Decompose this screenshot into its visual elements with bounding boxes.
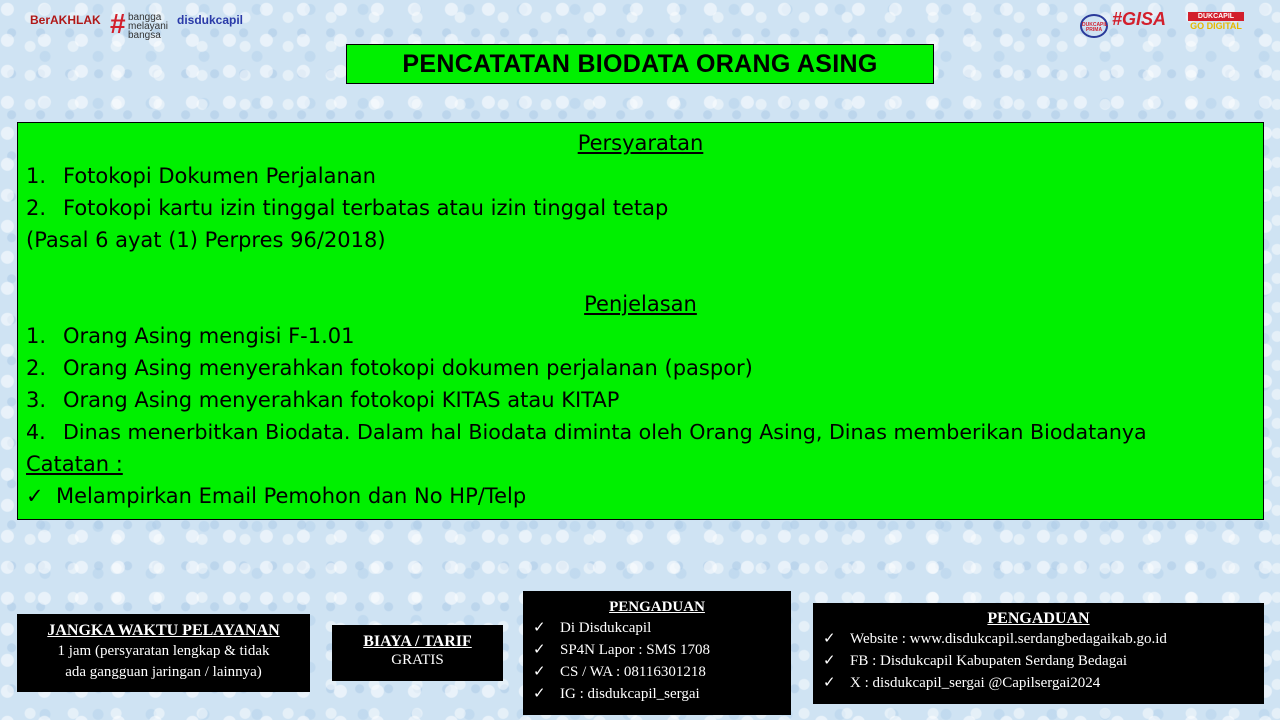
- item-text: Dinas menerbitkan Biodata. Dalam hal Biodata diminta oleh Orang Asing, Dinas memberikan Biodatanya: [63, 420, 1147, 444]
- pengaduan-item: [523, 661, 791, 683]
- check-icon: ✓: [823, 653, 836, 669]
- item-number: 1.: [26, 324, 47, 348]
- info-panel: [17, 122, 1264, 520]
- jangka-waktu-heading: JANGKA WAKTU PELAYANAN: [47, 622, 280, 639]
- pengaduan-item: [813, 650, 1264, 672]
- item-number: 2.: [26, 356, 47, 380]
- pengaduan-item-text: Di Disdukcapil: [560, 620, 652, 636]
- item-text: Orang Asing mengisi F-1.01: [63, 324, 355, 348]
- penjelasan-item: [26, 324, 355, 348]
- berakhlak-logo-subtext: [30, 28, 108, 32]
- check-icon: ✓: [823, 631, 836, 647]
- biaya-heading: BIAYA / TARIF: [363, 633, 472, 650]
- pengaduan-box-1: [523, 591, 791, 715]
- item-text: Orang Asing menyerahkan fotokopi dokumen perjalanan (paspor): [63, 356, 753, 380]
- facebook-text: FB : Disdukcapil Kabupaten Serdang Bedagai: [850, 653, 1128, 669]
- pengaduan-heading: PENGADUAN: [609, 599, 705, 615]
- item-text: Fotokopi kartu izin tinggal terbatas atau izin tinggal tetap: [63, 196, 669, 220]
- check-icon: ✓: [533, 664, 546, 680]
- bangga-hash-icon: #: [110, 8, 126, 39]
- disdukcapil-logo: [177, 14, 269, 36]
- pengaduan-item: [523, 639, 791, 661]
- pengaduan-item: [813, 672, 1264, 694]
- check-icon: ✓: [533, 642, 546, 658]
- website-text: Website : www.disdukcapil.serdangbedagaikab.go.id: [850, 631, 1167, 647]
- jangka-waktu-line: ada gangguan jaringan / lainnya): [65, 664, 262, 680]
- penjelasan-item: [26, 420, 1147, 444]
- check-icon: ✓: [823, 675, 836, 691]
- disdukcapil-logo-text: disdukcapil: [177, 13, 244, 27]
- bangga-melayani-logo: [110, 10, 174, 40]
- pengaduan-heading: PENGADUAN: [987, 610, 1090, 627]
- item-number: 2.: [26, 196, 47, 220]
- dukcapil-go-digital-logo: [1188, 12, 1244, 38]
- go-digital-bottom-text: GO DIGITAL: [1190, 21, 1242, 31]
- pengaduan-item: [523, 617, 791, 639]
- prima-logo-text: DUKCAPIL PRIMA: [1082, 22, 1108, 33]
- catatan-item: [26, 484, 526, 508]
- check-icon: ✓: [533, 620, 546, 636]
- pengaduan-box-2: [813, 603, 1264, 704]
- pengaduan-item-text: CS / WA : 08116301218: [560, 664, 706, 680]
- pengaduan-item-text: IG : disdukcapil_sergai: [560, 686, 700, 702]
- go-digital-top-text: DUKCAPIL: [1188, 12, 1244, 21]
- biaya-box: [332, 625, 503, 681]
- jangka-waktu-box: [17, 614, 310, 692]
- item-number: 1.: [26, 164, 47, 188]
- x-account-text: X : disdukcapil_sergai @Capilsergai2024: [850, 675, 1101, 691]
- item-number: 4.: [26, 420, 46, 444]
- bangga-logo-text: bangga melayani bangsa: [128, 12, 169, 41]
- biaya-value: GRATIS: [391, 652, 444, 668]
- persyaratan-item: [26, 164, 376, 188]
- pengaduan-item: [523, 683, 791, 705]
- item-text: Orang Asing menyerahkan fotokopi KITAS atau KITAP: [63, 388, 620, 412]
- persyaratan-item: [26, 196, 668, 220]
- persyaratan-note: (Pasal 6 ayat (1) Perpres 96/2018): [26, 228, 386, 252]
- gisa-logo-text: #GISA: [1112, 9, 1167, 29]
- berakhlak-logo-text: BerAKHLAK: [30, 13, 101, 27]
- check-icon: ✓: [533, 686, 546, 702]
- item-number: 3.: [26, 388, 47, 412]
- page-title: PENCATATAN BIODATA ORANG ASING: [346, 44, 934, 84]
- dukcapil-prima-logo: [1080, 14, 1108, 38]
- check-icon: ✓: [26, 484, 44, 508]
- penjelasan-item: [26, 356, 753, 380]
- penjelasan-heading: Penjelasan: [584, 292, 697, 316]
- persyaratan-heading: Persyaratan: [577, 131, 704, 155]
- penjelasan-item: [26, 388, 619, 412]
- berakhlak-logo: [30, 14, 108, 38]
- pengaduan-item-text: SP4N Lapor : SMS 1708: [560, 642, 711, 658]
- item-text: Melampirkan Email Pemohon dan No HP/Telp: [56, 484, 527, 508]
- gisa-logo: [1112, 10, 1184, 38]
- catatan-heading: Catatan :: [26, 452, 123, 476]
- item-text: Fotokopi Dokumen Perjalanan: [63, 164, 376, 188]
- pengaduan-item: [813, 628, 1264, 650]
- jangka-waktu-line: 1 jam (persyaratan lengkap & tidak: [57, 643, 270, 659]
